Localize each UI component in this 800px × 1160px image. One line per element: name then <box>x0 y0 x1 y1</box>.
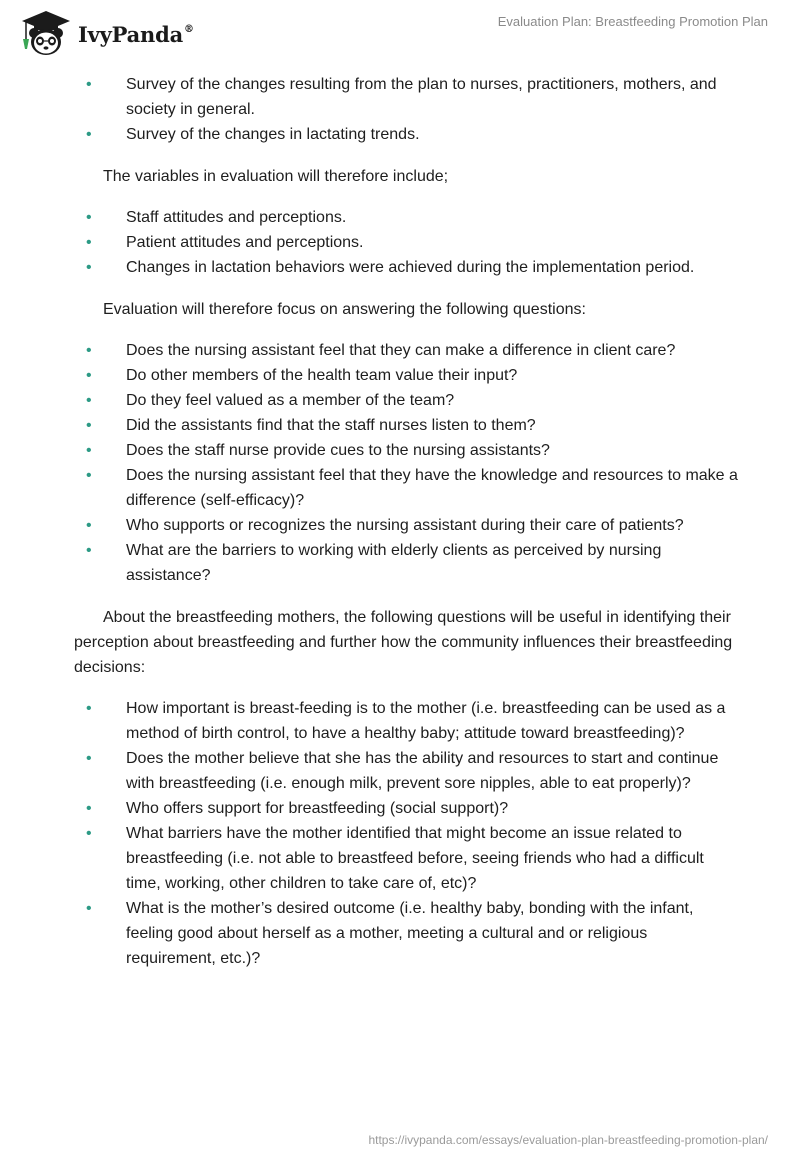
brand-name: IvyPanda® <box>78 21 194 47</box>
list-item: • Did the assistants find that the staff nurses listen to them? <box>0 413 800 438</box>
paragraph: About the breastfeeding mothers, the following questions will be useful in identifying their perception about breastfeeding and further how the community influences their breastfeeding decisions: <box>74 609 733 676</box>
bullet-icon: • <box>86 417 92 434</box>
bullet-icon: • <box>86 542 92 559</box>
essay-content <box>0 72 800 971</box>
list-item: • Does the nursing assistant feel that they have the knowledge and resources to make a difference (self-efficacy)? <box>0 463 800 513</box>
paragraph: Evaluation will therefore focus on answering the following questions: <box>103 301 586 318</box>
bullet-icon: • <box>86 467 92 484</box>
bullet-icon: • <box>86 517 92 534</box>
bullet-icon: • <box>86 342 92 359</box>
document-title: Evaluation Plan: Breastfeeding Promotion Plan <box>497 14 768 29</box>
bullet-icon: • <box>86 126 92 143</box>
variables-list <box>0 205 800 280</box>
bullet-icon: • <box>86 750 92 767</box>
list-item: • Does the nursing assistant feel that they can make a difference in client care? <box>0 338 800 363</box>
bullet-icon: • <box>86 825 92 842</box>
bullet-icon: • <box>86 900 92 917</box>
list-item: • Does the mother believe that she has the ability and resources to start and continue with breastfeeding (i.e. enough milk, prevent sore nipples, able to eat properly)? <box>0 746 800 796</box>
list-item: • What are the barriers to working with elderly clients as perceived by nursing assistance? <box>0 538 800 588</box>
paragraph: The variables in evaluation will therefore include; <box>103 168 449 185</box>
survey-list <box>0 72 800 147</box>
list-item: • Staff attitudes and perceptions. <box>0 205 800 230</box>
bullet-icon: • <box>86 76 92 93</box>
bullet-icon: • <box>86 700 92 717</box>
registered-mark: ® <box>184 23 194 35</box>
list-item: • Who supports or recognizes the nursing assistant during their care of patients? <box>0 513 800 538</box>
bullet-icon: • <box>86 800 92 817</box>
source-url[interactable]: https://ivypanda.com/essays/evaluation-plan-breastfeeding-promotion-plan/ <box>368 1133 768 1147</box>
bullet-icon: • <box>86 234 92 251</box>
bullet-icon: • <box>86 442 92 459</box>
questions-list <box>0 338 800 588</box>
list-item: • Patient attitudes and perceptions. <box>0 230 800 255</box>
list-item: • What barriers have the mother identified that might become an issue related to breastfeeding (i.e. not able to breastfeed before, seeing friends who had a difficult time, working, other children to take care of, etc)? <box>0 821 800 896</box>
list-item: • How important is breast-feeding is to the mother (i.e. breastfeeding can be used as a method of birth control, to have a healthy baby; attitude toward breastfeeding)? <box>0 696 800 746</box>
bullet-icon: • <box>86 209 92 226</box>
list-item: • Survey of the changes resulting from the plan to nurses, practitioners, mothers, and society in general. <box>0 72 800 122</box>
bullet-icon: • <box>86 259 92 276</box>
list-item: • Does the staff nurse provide cues to the nursing assistants? <box>0 438 800 463</box>
brand-logo[interactable] <box>16 9 194 57</box>
page-header <box>0 0 800 70</box>
list-item: • What is the mother’s desired outcome (i.e. healthy baby, bonding with the infant, feeling good about herself as a mother, meeting a cultural and or religious requirement, etc.)? <box>0 896 800 971</box>
bullet-icon: • <box>86 367 92 384</box>
mother-questions-list <box>0 696 800 971</box>
list-item: • Do other members of the health team value their input? <box>0 363 800 388</box>
list-item: • Changes in lactation behaviors were achieved during the implementation period. <box>0 255 800 280</box>
list-item: • Survey of the changes in lactating trends. <box>0 122 800 147</box>
list-item: • Who offers support for breastfeeding (social support)? <box>0 796 800 821</box>
list-item: • Do they feel valued as a member of the team? <box>0 388 800 413</box>
bullet-icon: • <box>86 392 92 409</box>
panda-graduate-icon <box>16 9 76 57</box>
